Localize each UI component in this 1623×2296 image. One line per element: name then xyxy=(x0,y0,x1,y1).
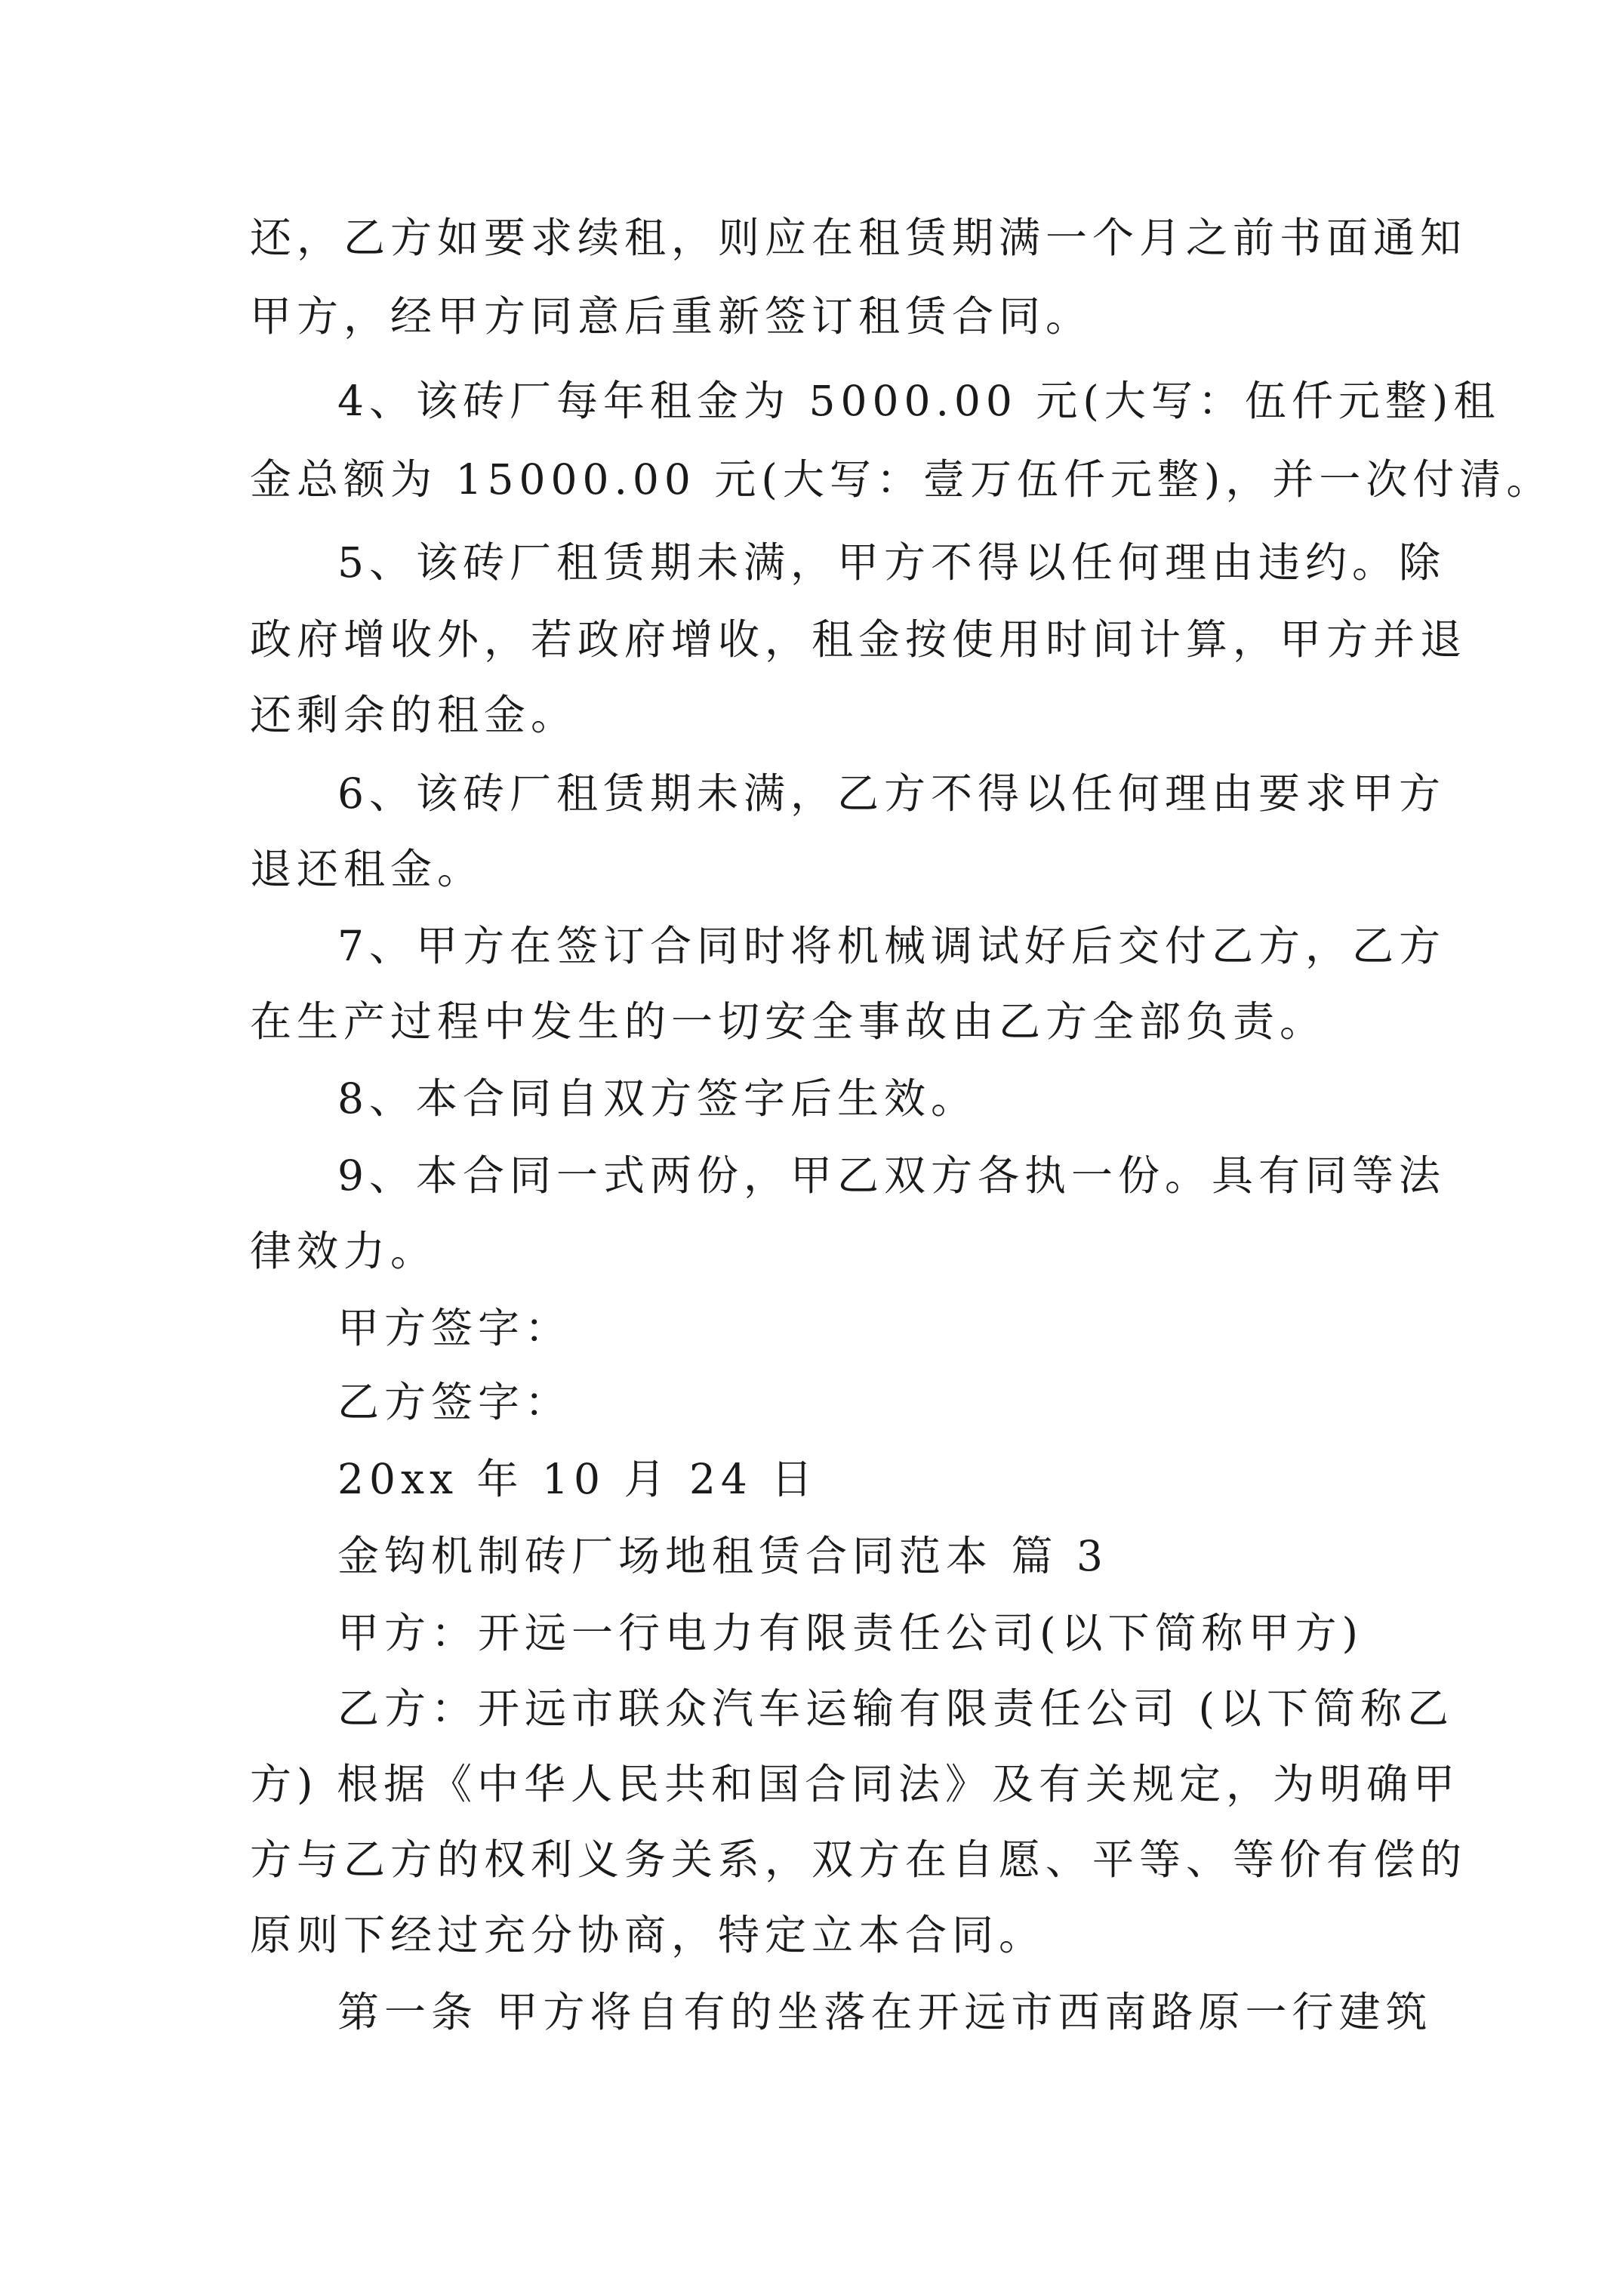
text-line: 6、该砖厂租赁期未满，乙方不得以任何理由要求甲方 xyxy=(337,769,1446,818)
text-line: 5、该砖厂租赁期未满，甲方不得以任何理由违约。除 xyxy=(337,538,1446,587)
text-line: 在生产过程中发生的一切安全事故由乙方全部负责。 xyxy=(250,997,1327,1046)
text-line: 4、该砖厂每年租金为 5000.00 元(大写：伍仟元整)租 xyxy=(337,377,1501,425)
text-line: 还，乙方如要求续租，则应在租赁期满一个月之前书面通知 xyxy=(250,214,1467,262)
text-line: 甲方：开远一行电力有限责任公司(以下简称甲方) xyxy=(337,1609,1363,1657)
text-line: 退还租金。 xyxy=(250,845,485,893)
signature-label-party-b: 乙方签字： xyxy=(337,1378,572,1426)
text-line: 8、本合同自双方签字后生效。 xyxy=(337,1074,978,1123)
signing-date: 20xx 年 10 月 24 日 xyxy=(337,1455,818,1503)
section-heading: 金钩机制砖厂场地租赁合同范本 篇 3 xyxy=(337,1532,1108,1580)
text-line: 还剩余的租金。 xyxy=(250,691,578,739)
text-line: 律效力。 xyxy=(250,1227,438,1275)
text-line: 政府增收外，若政府增收，租金按使用时间计算，甲方并退 xyxy=(250,615,1467,664)
text-line: 方与乙方的权利义务关系，双方在自愿、平等、等价有偿的 xyxy=(250,1835,1467,1884)
text-line: 原则下经过充分协商，特定立本合同。 xyxy=(250,1911,1046,1959)
text-line: 7、甲方在签订合同时将机械调试好后交付乙方，乙方 xyxy=(337,922,1446,970)
text-line: 方) 根据《中华人民共和国合同法》及有关规定，为明确甲 xyxy=(250,1760,1460,1808)
signature-label-party-a: 甲方签字： xyxy=(337,1304,572,1352)
text-line: 9、本合同一式两份，甲乙双方各执一份。具有同等法 xyxy=(337,1151,1446,1200)
text-line: 第一条 甲方将自有的坐落在开远市西南路原一行建筑 xyxy=(337,1988,1433,2036)
text-line: 乙方：开远市联众汽车运输有限责任公司 (以下简称乙 xyxy=(337,1684,1454,1733)
text-line: 金总额为 15000.00 元(大写：壹万伍仟元整)，并一次付清。 xyxy=(250,455,1554,504)
text-line: 甲方，经甲方同意后重新签订租赁合同。 xyxy=(250,292,1093,341)
